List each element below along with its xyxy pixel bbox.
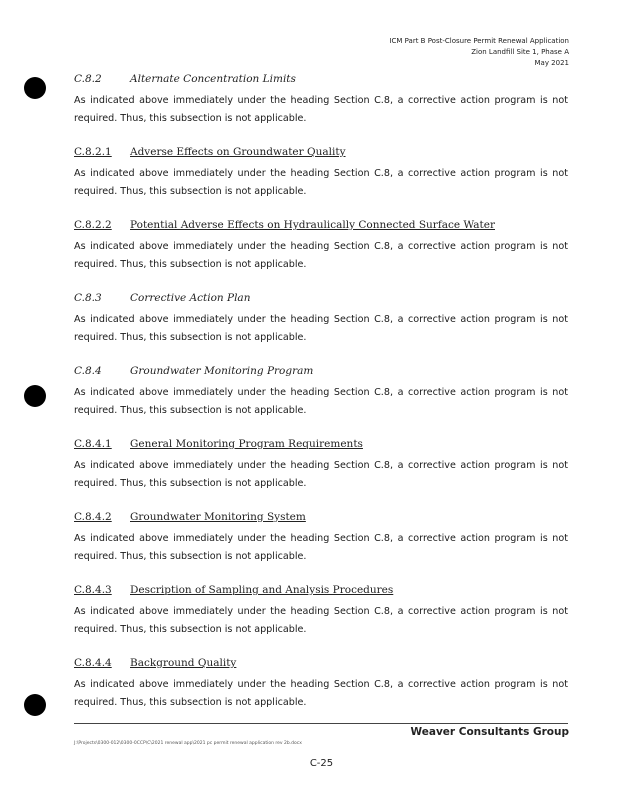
company-name: Weaver Consultants Group [410,726,569,738]
page-header [389,36,569,69]
binder-hole [24,77,46,99]
section-number: C.8.4.1 [74,438,112,450]
file-path: J:\Projects\0300-012\0300-0CCP\C\2021 renewal app\2021 pc permit renewal application rev 2b.docx [74,741,302,746]
section-title: Description of Sampling and Analysis Procedures [130,584,394,596]
binder-hole [24,694,46,716]
section [74,579,568,638]
section-title: Adverse Effects on Groundwater Quality [130,146,346,158]
section-title: Groundwater Monitoring Program [130,365,314,377]
header-line-1: ICM Part B Post-Closure Permit Renewal Application [389,37,569,45]
section-heading [74,287,568,309]
section [74,214,568,273]
section-heading [74,506,568,528]
section-paragraph: As indicated above immediately under the heading Section C.8, a corrective action program is not required. Thus, this subsection is not applicable. [74,533,568,562]
section-paragraph: As indicated above immediately under the heading Section C.8, a corrective action program is not required. Thus, this subsection is not applicable. [74,314,568,343]
section-heading [74,141,568,163]
section-paragraph: As indicated above immediately under the heading Section C.8, a corrective action program is not required. Thus, this subsection is not applicable. [74,95,568,124]
section [74,68,568,127]
section-number: C.8.4.3 [74,584,112,596]
section [74,360,568,419]
section-heading [74,579,568,601]
section-number: C.8.4 [74,365,102,377]
section [74,506,568,565]
section-paragraph: As indicated above immediately under the heading Section C.8, a corrective action program is not required. Thus, this subsection is not applicable. [74,679,568,708]
section-paragraph: As indicated above immediately under the heading Section C.8, a corrective action program is not required. Thus, this subsection is not applicable. [74,387,568,416]
section-number: C.8.2.2 [74,219,112,231]
section-number: C.8.2 [74,73,102,85]
section-title: Groundwater Monitoring System [130,511,306,523]
section-title: Background Quality [130,657,237,669]
header-line-3: May 2021 [534,59,569,67]
section-heading [74,68,568,90]
section-title: Corrective Action Plan [130,292,251,304]
section-title: Potential Adverse Effects on Hydraulically Connected Surface Water [130,219,495,231]
section-heading [74,360,568,382]
section-number: C.8.4.2 [74,511,112,523]
section [74,287,568,346]
section-title: Alternate Concentration Limits [130,73,296,85]
page-number: C-25 [309,758,334,769]
section [74,433,568,492]
section-paragraph: As indicated above immediately under the heading Section C.8, a corrective action program is not required. Thus, this subsection is not applicable. [74,606,568,635]
section-number: C.8.3 [74,292,102,304]
section-heading [74,214,568,236]
section-paragraph: As indicated above immediately under the heading Section C.8, a corrective action program is not required. Thus, this subsection is not applicable. [74,460,568,489]
document-body [74,68,568,725]
binder-hole [24,385,46,407]
section-number: C.8.4.4 [74,657,112,669]
section [74,652,568,711]
section-paragraph: As indicated above immediately under the heading Section C.8, a corrective action program is not required. Thus, this subsection is not applicable. [74,241,568,270]
header-line-2: Zion Landfill Site 1, Phase A [471,48,569,56]
section-number: C.8.2.1 [74,146,112,158]
section-heading [74,433,568,455]
footer-rule [74,723,568,724]
section-paragraph: As indicated above immediately under the heading Section C.8, a corrective action program is not required. Thus, this subsection is not applicable. [74,168,568,197]
section-heading [74,652,568,674]
section [74,141,568,200]
section-title: General Monitoring Program Requirements [130,438,363,450]
